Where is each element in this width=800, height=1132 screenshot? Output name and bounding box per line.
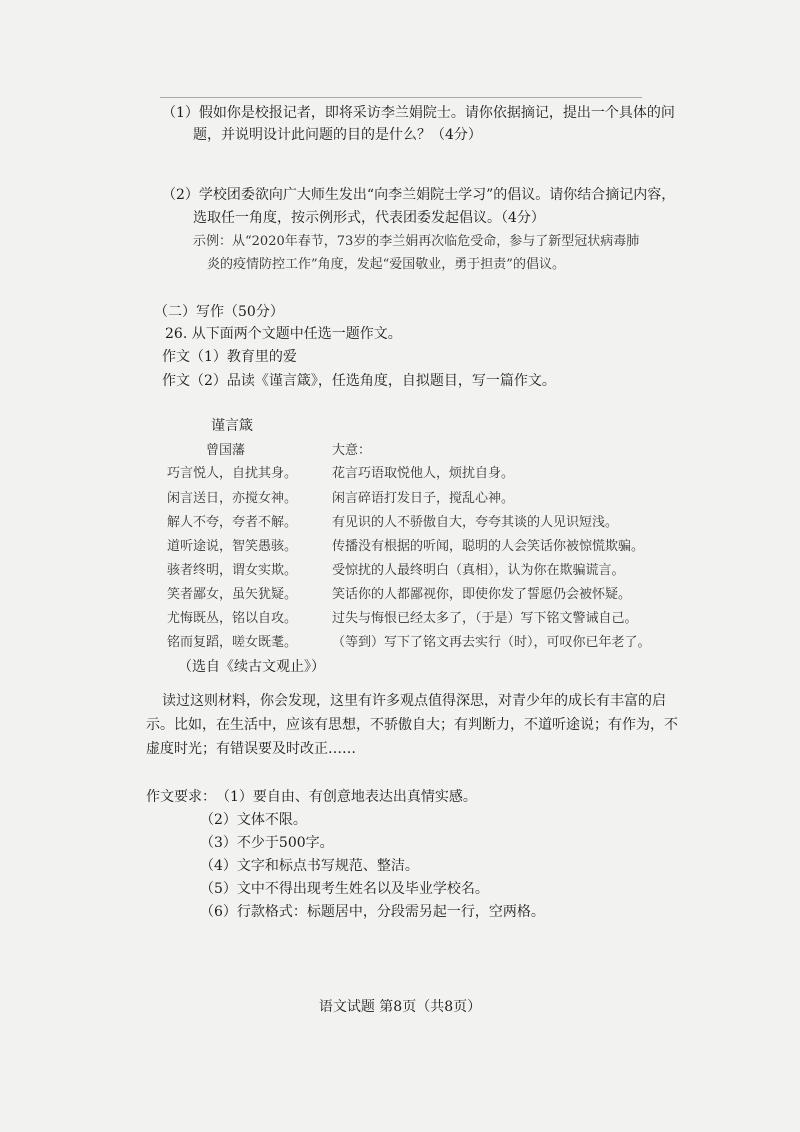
prompt-line1: 读过这则材料，你会发现，这里有许多观点值得深思，对青少年的成长有丰富的启 [162, 693, 666, 709]
poem-line: 道听途说，智笑愚骇。 [167, 539, 298, 554]
requirement-item: （3）不少于500字。 [200, 835, 334, 851]
poem-meaning: 有见识的人不骄傲自大，夸夸其谈的人见识短浅。 [332, 515, 619, 530]
poem-meaning: （等到）写下了铭文再去实行（时），可叹你已年老了。 [332, 635, 651, 650]
poem-meaning: 受惊扰的人最终明白（真相），认为你在欺骗谎言。 [332, 563, 625, 578]
q2-line2: 选取任一角度，按示例形式，代表团委发起倡议。（4分） [193, 210, 545, 226]
page-footer: 语文试题 第8页（共8页） [318, 999, 482, 1015]
writing-section-heading: （二）写作（50分） [154, 304, 284, 320]
meaning-heading: 大意： [332, 443, 372, 458]
poem-line: 笑者鄙女，虽矢犹疑。 [167, 587, 298, 602]
poem-line: 尤悔既丛，铭以自攻。 [167, 611, 298, 626]
topic-2: 作文（2）品读《谨言箴》，任选角度，自拟题目，写一篇作文。 [162, 373, 556, 389]
poem-title: 谨言箴 [211, 418, 253, 434]
q2-example2: 炎的疫情防控工作”角度，发起“爱国敬业，勇于担责”的倡议。 [207, 257, 565, 272]
poem-meaning: 闲言碎语打发日子，搅乱心神。 [332, 491, 515, 506]
topic-1: 作文（1）教育里的爱 [162, 349, 297, 365]
poem-line: 闲言送日，亦搅女神。 [167, 491, 298, 506]
requirement-item: （1）要自由、有创意地表达出真情实感。 [216, 789, 477, 805]
requirements-heading: 作文要求： [146, 789, 216, 805]
requirement-item: （4）文字和标点书写规范、整洁。 [200, 858, 419, 874]
poem-meaning: 过失与悔恨已经太多了，（于是）写下铭文警诫自己。 [332, 611, 638, 626]
poem-line: 巧言悦人，自扰其身。 [167, 466, 298, 481]
poem-line: 解人不夸，夸者不解。 [167, 515, 298, 530]
requirement-item: （6）行款格式：标题居中，分段需另起一行，空两格。 [200, 904, 545, 920]
q2-line1: （2）学校团委欲向广大师生发出“向李兰娟院士学习”的倡议。请你结合摘记内容， [162, 187, 676, 203]
poem-author: 曾国藩 [206, 443, 246, 458]
requirement-item: （2）文体不限。 [200, 812, 307, 828]
prompt-line2: 示。比如，在生活中，应该有思想，不骄傲自大；有判断力，不道听途说；有作为，不 [146, 717, 678, 733]
prompt-line3: 虚度时光；有错误要及时改正…… [146, 741, 356, 757]
top-rule [160, 97, 642, 98]
q1-line2: 题，并说明设计此问题的目的是什么？（4分） [193, 127, 482, 143]
poem-line: 铭而复蹈，嗟女既耄。 [167, 635, 298, 650]
poem-meaning: 花言巧语取悦他人，烦扰自身。 [332, 466, 515, 481]
poem-meaning: 笑话你的人都鄙视你，即使你发了誓愿仍会被怀疑。 [332, 587, 632, 602]
requirement-item: （5）文中不得出现考生姓名以及毕业学校名。 [200, 881, 489, 897]
poem-line: 骇者终明，谓女实欺。 [167, 563, 298, 578]
question-26: 26. 从下面两个文题中任选一题作文。 [165, 326, 402, 342]
poem-meaning: 传播没有根据的听闻，聪明的人会笑话你被惊慌欺骗。 [332, 539, 645, 554]
poem-source: （选自《续古文观止》） [178, 659, 325, 675]
q1-line1: （1）假如你是校报记者，即将采访李兰娟院士。请你依据摘记，提出一个具体的问 [162, 105, 675, 121]
q2-example1: 示例：从“2020年春节，73岁的李兰娟再次临危受命，参与了新型冠状病毒肺 [193, 234, 640, 249]
